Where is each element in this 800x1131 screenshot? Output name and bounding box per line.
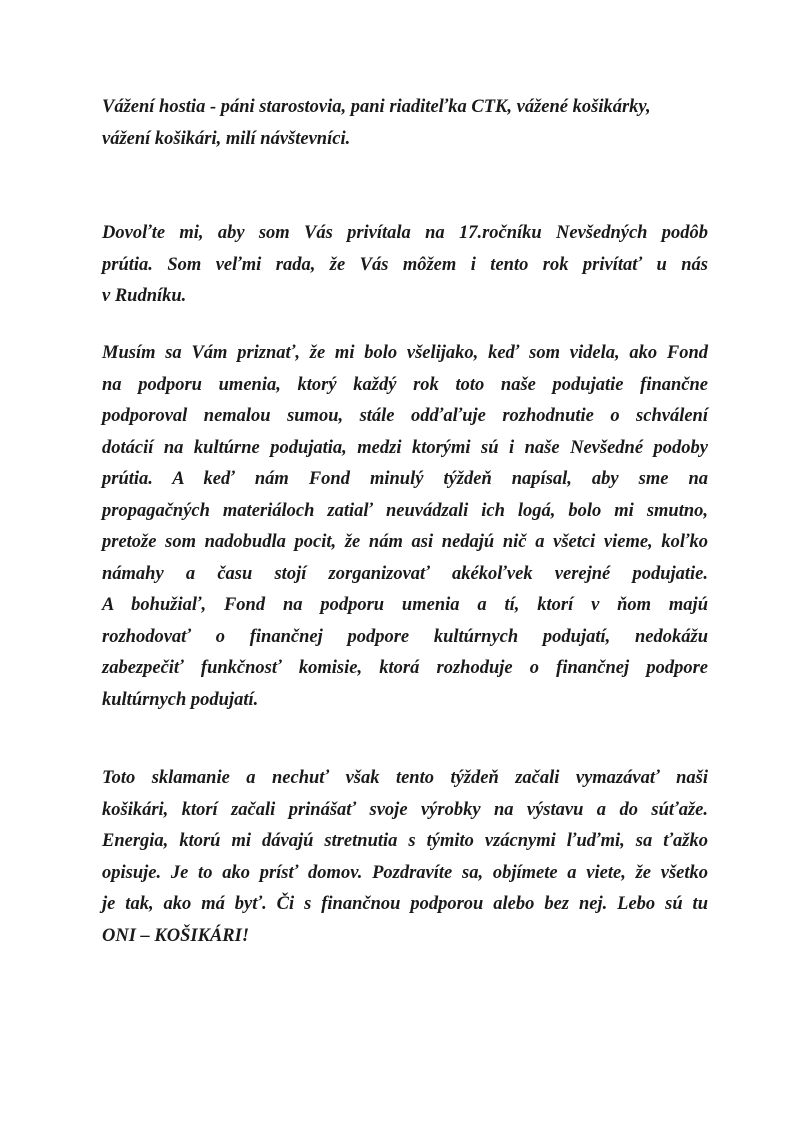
- text-line: Dovoľte mi, aby som Vás privítala na 17.ročníku Nevšedných podôb: [102, 223, 708, 243]
- text-line: na podporu umenia, ktorý každý rok toto naše podujatie finančne: [102, 374, 708, 395]
- text-line: pretože som nadobudla pocit, že nám asi nedajú nič a všetci vieme, koľko: [102, 532, 708, 552]
- text-line: zabezpečiť funkčnosť komisie, ktorá rozhoduje o finančnej podpore: [102, 658, 708, 678]
- text-line: propagačných materiáloch zatiaľ neuvádzali ich logá, bolo mi smutno,: [102, 500, 708, 521]
- text-line: prútia. Som veľmi rada, že Vás môžem i tento rok privítať u nás: [102, 254, 708, 275]
- paragraph-fund: [102, 338, 708, 716]
- text-line: kultúrnych podujatí.: [102, 689, 259, 710]
- text-line: dotácií na kultúrne podujatia, medzi ktorými sú i naše Nevšedné podoby: [102, 437, 708, 458]
- paragraph-intro: [102, 218, 708, 313]
- text-line: Musím sa Vám priznať, že mi bolo všelijako, keď som videla, ako Fond: [102, 343, 708, 363]
- text-line: prútia. A keď nám Fond minulý týždeň napísal, aby sme na: [102, 469, 708, 489]
- text-line: podporoval nemalou sumou, stále odďaľuje rozhodnutie o schválení: [102, 406, 708, 426]
- text-line: Energia, ktorú mi dávajú stretnutia s týmito vzácnymi ľuďmi, sa ťažko: [102, 831, 708, 851]
- text-line: námahy a času stojí zorganizovať akékoľvek verejné podujatie.: [102, 563, 708, 584]
- text-line: Toto sklamanie a nechuť však tento týždeň začali vymazávať naši: [102, 768, 708, 788]
- text-line: vážení košikári, milí návštevníci.: [102, 128, 351, 149]
- text-line: Vážení hostia - páni starostovia, pani riaditeľka CTK, vážené košikárky,: [102, 97, 651, 117]
- text-line: ONI – KOŠIKÁRI!: [102, 925, 250, 946]
- paragraph-greeting: [102, 92, 708, 155]
- text-line: A bohužiaľ, Fond na podporu umenia a tí, ktorí v ňom majú: [102, 595, 708, 615]
- text-line: košikári, ktorí začali prinášať svoje výrobky na výstavu a do súťaže.: [102, 799, 708, 820]
- text-line: v Rudníku.: [102, 286, 187, 306]
- text-line: rozhodovať o finančnej podpore kultúrnych podujatí, nedokážu: [102, 626, 708, 647]
- text-line: opisuje. Je to ako prísť domov. Pozdravíte sa, objímete a viete, že všetko: [102, 862, 708, 883]
- paragraph-closing: [102, 763, 708, 952]
- text-line: je tak, ako má byť. Či s finančnou podporou alebo bez nej. Lebo sú tu: [102, 894, 708, 914]
